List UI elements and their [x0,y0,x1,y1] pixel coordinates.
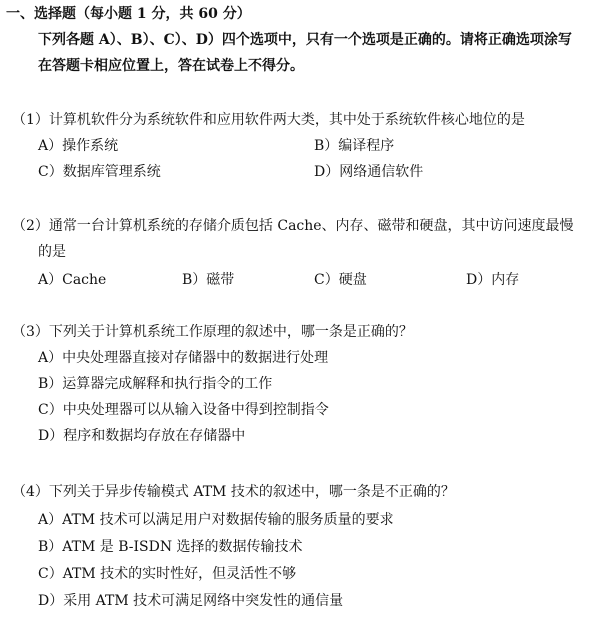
option-b: B）运算器完成解释和执行指令的工作 [38,376,273,392]
option-c: C）中央处理器可以从输入设备中得到控制指令 [38,402,329,418]
option-c: C）ATM 技术的实时性好，但灵活性不够 [38,566,297,582]
option-d: D）网络通信软件 [314,164,424,180]
option-d: D）采用 ATM 技术可满足网络中突发性的通信量 [38,593,344,609]
section-title: 一、选择题（每小题 1 分，共 60 分） [6,6,251,22]
option-d: D）内存 [466,272,520,288]
option-d: D）程序和数据均存放在存储器中 [38,428,246,444]
option-a: A）Cache [38,272,107,288]
question-stem-continued: 的是 [38,244,66,260]
option-b: B）编译程序 [314,138,395,154]
option-a: A）中央处理器直接对存储器中的数据进行处理 [38,350,329,366]
option-a: A）操作系统 [38,138,119,154]
question-stem: （1）计算机软件分为系统软件和应用软件两大类，其中处于系统软件核心地位的是 [12,112,525,128]
option-c: C）硬盘 [314,272,367,288]
question-stem: （4）下列关于异步传输模式 ATM 技术的叙述中，哪一条是不正确的？ [12,484,455,500]
question-stem: （2）通常一台计算机系统的存储介质包括 Cache、内存、磁带和硬盘，其中访问速度最慢 [12,218,574,234]
option-b: B）磁带 [182,272,235,288]
option-b: B）ATM 是 B-ISDN 选择的数据传输技术 [38,539,303,555]
option-a: A）ATM 技术可以满足用户对数据传输的服务质量的要求 [38,512,394,528]
instructions-line-2: 在答题卡相应位置上，答在试卷上不得分。 [38,58,304,74]
option-c: C）数据库管理系统 [38,164,161,180]
instructions-line-1: 下列各题 A）、B）、C）、D）四个选项中，只有一个选项是正确的。请将正确选项涂写 [38,32,572,48]
question-stem: （3）下列关于计算机系统工作原理的叙述中，哪一条是正确的？ [12,324,413,340]
